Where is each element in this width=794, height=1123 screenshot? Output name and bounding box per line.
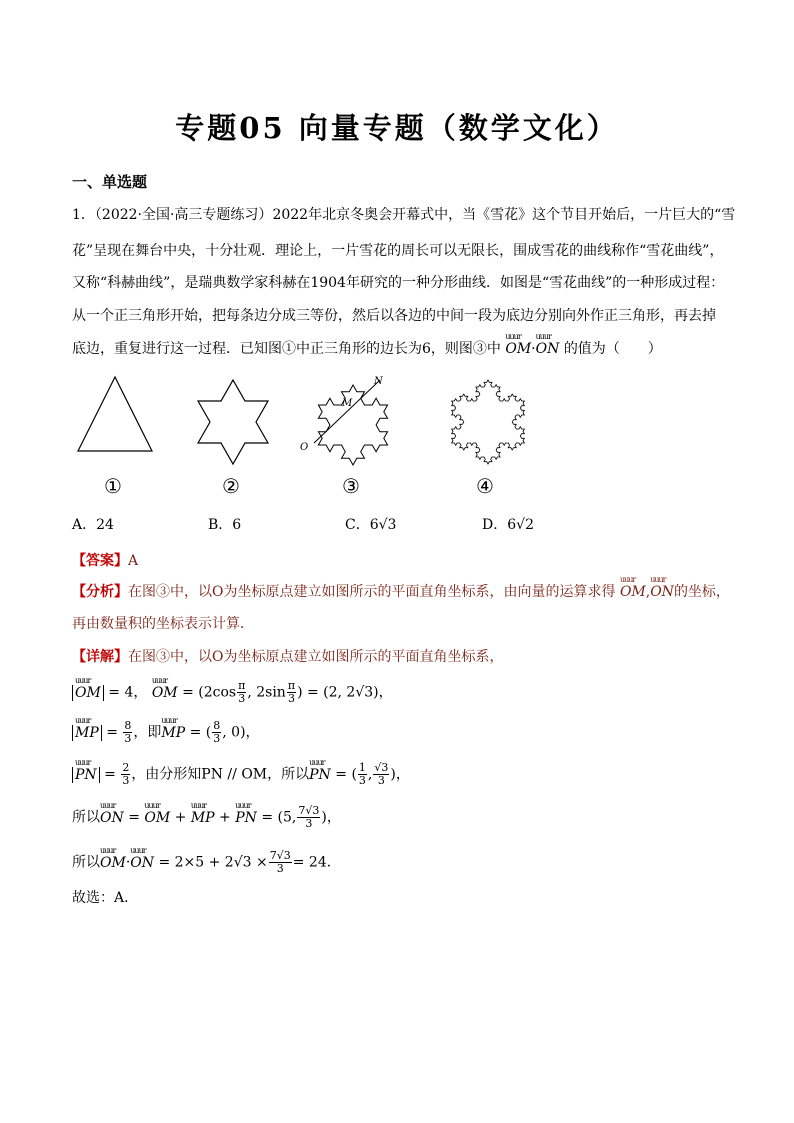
vector-om: uuur OM <box>620 584 646 600</box>
detail-pn: uuur PN = $\frac{2}{3}$ ，由分形知PN // OM，所以uuur PN = ( $\frac{1}{3}$ , $\frac{√3}{3}$ )， <box>72 762 410 787</box>
question-line-4: 从一个正三角形开始，把每条边分成三等份，然后以各边的中间一段为底边分别向外作正三角形，再去掉 <box>72 308 716 324</box>
figure-triangle <box>70 370 160 460</box>
figure-label-3: ③ <box>342 474 360 498</box>
question-line-2: 花”呈现在舞台中央，十分壮观．理论上，一片雪花的周长可以无限长，围成雪花的曲线称作“雪花曲线”， <box>72 243 724 259</box>
figure-label-2: ② <box>222 474 240 498</box>
page-title: 专题05 向量专题（数学文化） <box>175 111 619 145</box>
detail-intro-text: 在图③中，以O为坐标原点建立如图所示的平面直角坐标系， <box>128 649 504 665</box>
segment-on <box>314 380 380 443</box>
question-line-3: 又称“科赫曲线”，是瑞典数学家科赫在1904年研究的一种分形曲线．如图是“雪花曲线”的一种形成过程： <box>72 275 725 291</box>
detail-tag: 【详解】 <box>72 649 128 665</box>
option-a[interactable]: A．24 <box>72 517 114 533</box>
question-line-5: 底边，重复进行这一过程．已知图①中正三角形的边长为6，则图③中 uuur OM·uuur ON 的值为（ ） <box>72 338 662 358</box>
figure-koch-3 <box>298 370 408 470</box>
question-text-5b: 的值为（ ） <box>563 341 662 357</box>
vector-on: uuur ON <box>650 584 674 600</box>
detail-dot: 所以uuur OM·uuur ON = 2×5 + 2√3 × $\frac{7√3}{3}$ = 24． <box>72 850 341 875</box>
figure-label-4: ④ <box>476 474 494 498</box>
detail-on: 所以uuur ON = uuur OM + uuur MP + uuur PN = (5, $\frac{7√3}{3}$ )， <box>72 805 341 830</box>
label-n: N <box>374 376 383 387</box>
analysis-line-2: 再由数量积的坐标表示计算． <box>72 616 254 632</box>
option-d[interactable]: D．6√2 <box>482 517 534 533</box>
option-b[interactable]: B．6 <box>208 517 242 533</box>
section-heading: 一、单选题 <box>72 173 148 191</box>
detail-intro <box>72 646 503 666</box>
label-m: M <box>342 398 353 409</box>
detail-mp: uuur MP = $\frac{8}{3}$ ，即uuur MP = ( $\frac{8}{3}$ , 0)， <box>72 720 260 745</box>
figure-label-1: ① <box>104 474 122 498</box>
detail-om: uuur OM = 4， uuur OM = (2cos $\frac{\pi}{3}$ , 2sin $\frac{\pi}{3}$ ) = (2, 2√3)， <box>72 680 393 705</box>
analysis-line-1: 【分析】在图③中，以O为坐标原点建立如图所示的平面直角坐标系，由向量的运算求得 uuur OM,uuur ON的坐标， <box>72 581 730 601</box>
analysis-text-1: 在图③中，以O为坐标原点建立如图所示的平面直角坐标系，由向量的运算求得 <box>128 584 616 600</box>
analysis-text-1-end: 的坐标， <box>673 584 730 600</box>
figure-star <box>188 370 278 470</box>
answer-line <box>72 550 138 570</box>
detail-conclusion: 故选：A． <box>72 890 139 906</box>
question-source: 1．（2022·全国·高三专题练习） <box>72 207 273 223</box>
label-o: O <box>300 442 309 453</box>
question-line-1 <box>72 204 735 224</box>
vector-on: uuur ON <box>536 341 560 357</box>
figure-koch-4 <box>438 370 538 470</box>
question-text-5a: 底边，重复进行这一过程．已知图①中正三角形的边长为6，则图③中 <box>72 341 501 357</box>
answer-text: A <box>128 553 139 569</box>
question-text-1: 2022年北京冬奥会开幕式中，当《雪花》这个节目开始后，一片巨大的“雪 <box>272 207 736 223</box>
vector-om: uuur OM <box>505 341 531 357</box>
analysis-tag: 【分析】 <box>72 584 128 600</box>
answer-tag: 【答案】 <box>72 553 128 569</box>
option-c[interactable]: C．6√3 <box>345 517 397 533</box>
